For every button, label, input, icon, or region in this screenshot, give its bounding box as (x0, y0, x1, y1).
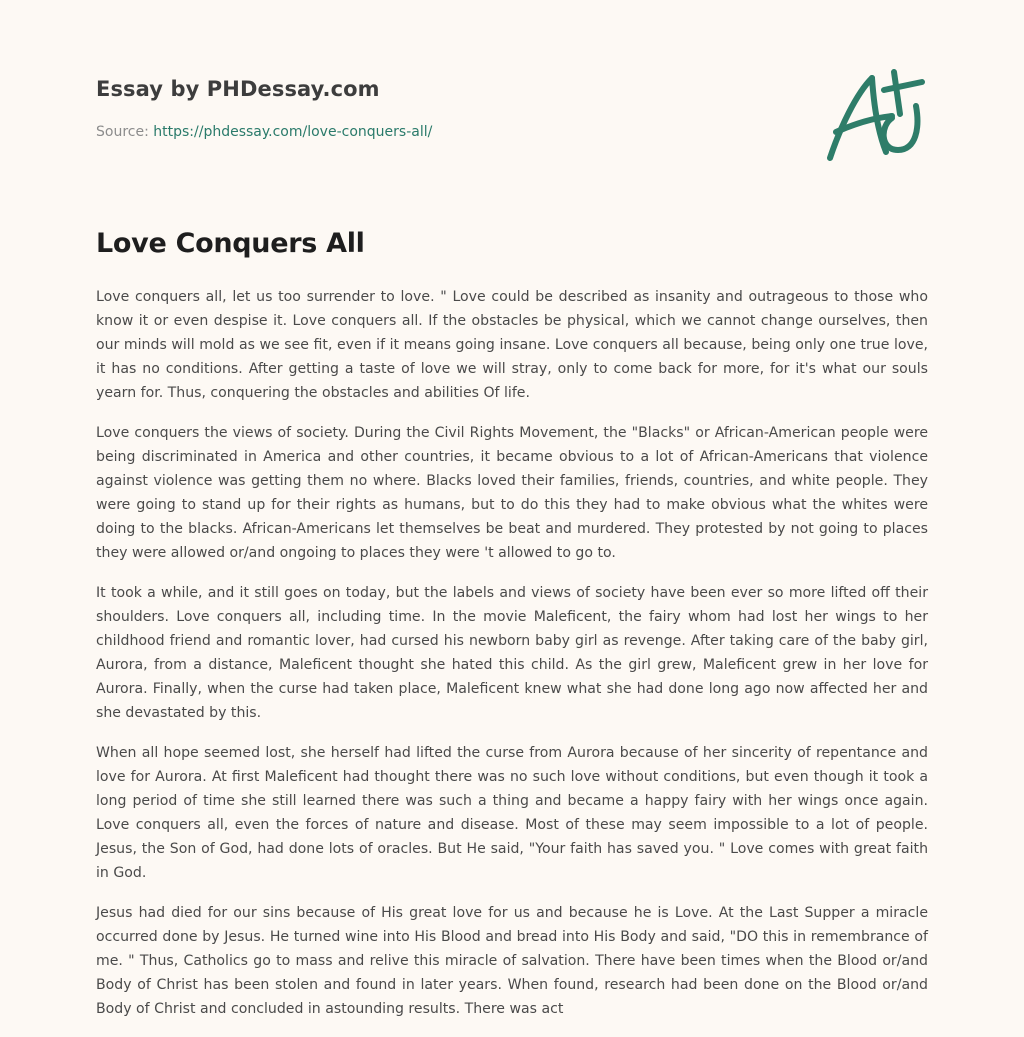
essay-paragraph: Jesus had died for our sins because of His great love for us and because he is Love. At the Last Supper a miracle occurred done by Jesus. He turned wine into His Blood and bread into His Body and said, "DO this in remembrance of me. " Thus, Catholics go to mass and relive this miracle of salvation. There have been times when the Blood or/and Body of Christ has been stolen and found in later years. When found, research had been done on the Blood or/and Body of Christ and concluded in astounding results. There was act (96, 905, 928, 1017)
essay-paragraph: When all hope seemed lost, she herself had lifted the curse from Aurora because of her sincerity of repentance and love for Aurora. At first Maleficent had thought there was no such love without conditions, but even though it took a long period of time she still learned there was such a thing and became a happy fairy with her wings once again. Love conquers all, even the forces of nature and disease. Most of these may seem impossible to a lot of people. Jesus, the Son of God, had done lots of oracles. But He said, "Your faith has saved you. " Love comes with great faith in God. (96, 745, 928, 881)
essay-paragraph: It took a while, and it still goes on today, but the labels and views of society have been ever so more lifted off their shoulders. Love conquers all, including time. In the movie Maleficent, the fairy whom had lost her wings to her childhood friend and romantic lover, had cursed his newborn baby girl as revenge. After taking care of the baby girl, Aurora, from a distance, Maleficent thought she hated this child. As the girl grew, Maleficent grew in her love for Aurora. Finally, when the curse had taken place, Maleficent knew what she had done long ago now affected her and she devastated by this. (96, 585, 928, 721)
essay-title: Love Conquers All (96, 228, 365, 259)
source-line (96, 122, 656, 142)
a-plus-icon (820, 66, 932, 166)
essay-paragraph: Love conquers all, let us too surrender to love. " Love could be described as insanity and outrageous to those who know it or even despise it. Love conquers all. If the obstacles be physical, which we cannot change ourselves, then our minds will mold as we see fit, even if it means going insane. Love conquers all because, being only one true love, it has no conditions. After getting a taste of love we will stray, only to come back for more, for it's what our souls yearn for. Thus, conquering the obstacles and abilities Of life. (96, 289, 928, 401)
essay-header (96, 74, 656, 142)
brand-title: Essay by PHDessay.com (96, 77, 380, 101)
essay-body (96, 285, 928, 1037)
essay-paragraph: Love conquers the views of society. During the Civil Rights Movement, the "Blacks" or African-American people were being discriminated in America and other countries, it became obvious to a lot of African-Americans that violence against violence was getting them no where. Blacks loved their families, friends, countries, and white people. They were going to stand up for their rights as humans, but to do this they had to make obvious what the whites were doing to the blacks. African-Americans let themselves be beat and murdered. They protested by not going to places they were allowed or/and ongoing to places they were 't allowed to go to. (96, 425, 928, 561)
source-link[interactable]: https://phdessay.com/love-conquers-all/ (153, 124, 433, 140)
a-plus-logo (820, 66, 932, 166)
source-label: Source: (96, 124, 154, 140)
